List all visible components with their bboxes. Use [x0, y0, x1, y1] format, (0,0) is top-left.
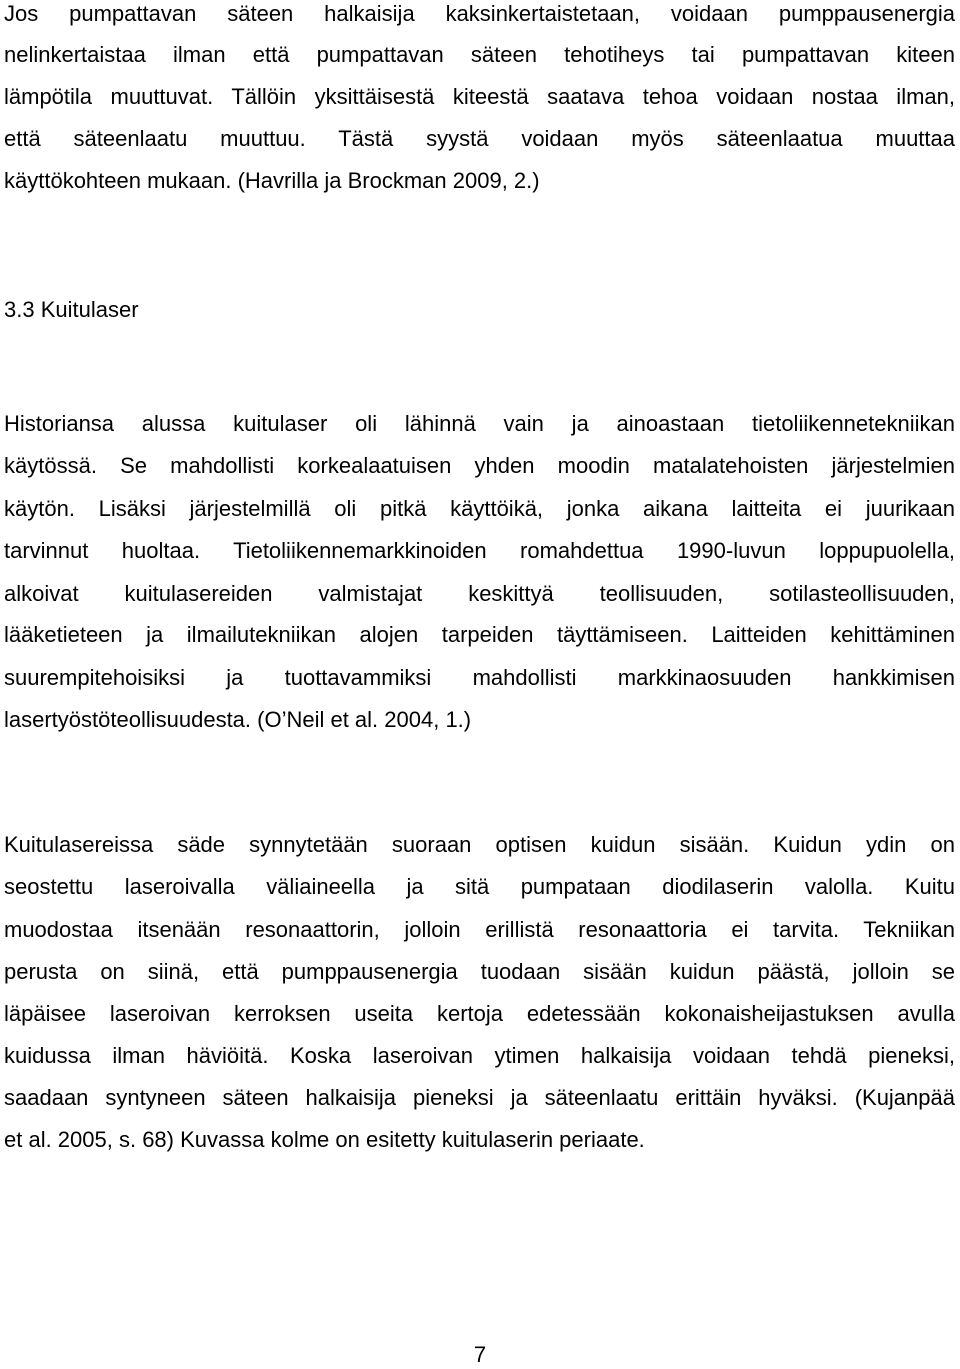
page-number: 7 — [473, 1342, 487, 1367]
paragraph-line: lämpötila muuttuvat. Tällöin yksittäisestä kiteestä saatava tehoa voidaan nostaa ilman, — [4, 84, 955, 109]
paragraph-line: seostettu laseroivalla väliaineella ja sitä pumpataan diodilaserin valolla. Kuitu — [4, 874, 955, 899]
paragraph-line: nelinkertaistaa ilman että pumpattavan säteen tehotiheys tai pumpattavan kiteen — [4, 42, 955, 67]
paragraph-line: Jos pumpattavan säteen halkaisija kaksinkertaistetaan, voidaan pumppausenergia — [4, 1, 955, 26]
paragraph-line: suurempitehoisiksi ja tuottavammiksi mahdollisti markkinaosuuden hankkimisen — [4, 665, 955, 690]
paragraph-line: perusta on siinä, että pumppausenergia tuodaan sisään kuidun päästä, jolloin se — [4, 959, 955, 984]
paragraph-line: käytössä. Se mahdollisti korkealaatuisen yhden moodin matalatehoisten järjestelmien — [4, 453, 955, 478]
paragraph-line: muodostaa itsenään resonaattorin, jolloin erillistä resonaattoria ei tarvita. Tekniikan — [4, 917, 955, 942]
paragraph-line: että säteenlaatu muuttuu. Tästä syystä voidaan myös säteenlaatua muuttaa — [4, 126, 955, 151]
paragraph-line: käytön. Lisäksi järjestelmillä oli pitkä käyttöikä, jonka aikana laitteita ei juurikaan — [4, 496, 955, 521]
paragraph-line: alkoivat kuitulasereiden valmistajat keskittyä teollisuuden, sotilasteollisuuden, — [4, 581, 955, 606]
paragraph-line: läpäisee laseroivan kerroksen useita kertoja edetessään kokonaisheijastuksen avulla — [4, 1001, 955, 1026]
paragraph-line: käyttökohteen mukaan. (Havrilla ja Brockman 2009, 2.) — [4, 168, 540, 193]
paragraph-line: lääketieteen ja ilmailutekniikan alojen tarpeiden täyttämiseen. Laitteiden kehittäminen — [4, 622, 955, 647]
paragraph-line: lasertyöstöteollisuudesta. (O’Neil et al. 2004, 1.) — [4, 707, 472, 732]
paragraph-line: Kuitulasereissa säde synnytetään suoraan optisen kuidun sisään. Kuidun ydin on — [4, 832, 955, 857]
paragraph-line: et al. 2005, s. 68) Kuvassa kolme on esitetty kuitulaserin periaate. — [4, 1127, 645, 1152]
paragraph-line: kuidussa ilman häviöitä. Koska laseroivan ytimen halkaisija voidaan tehdä pieneksi, — [4, 1043, 955, 1068]
paragraph-line: Historiansa alussa kuitulaser oli lähinnä vain ja ainoastaan tietoliikennetekniikan — [4, 411, 955, 436]
paragraph-line: tarvinnut huoltaa. Tietoliikennemarkkinoiden romahdettua 1990-luvun loppupuolella, — [4, 538, 955, 563]
section-heading: 3.3 Kuitulaser — [4, 297, 139, 322]
paragraph-line: saadaan syntyneen säteen halkaisija pieneksi ja säteenlaatu erittäin hyväksi. (Kujanpää — [4, 1085, 955, 1110]
